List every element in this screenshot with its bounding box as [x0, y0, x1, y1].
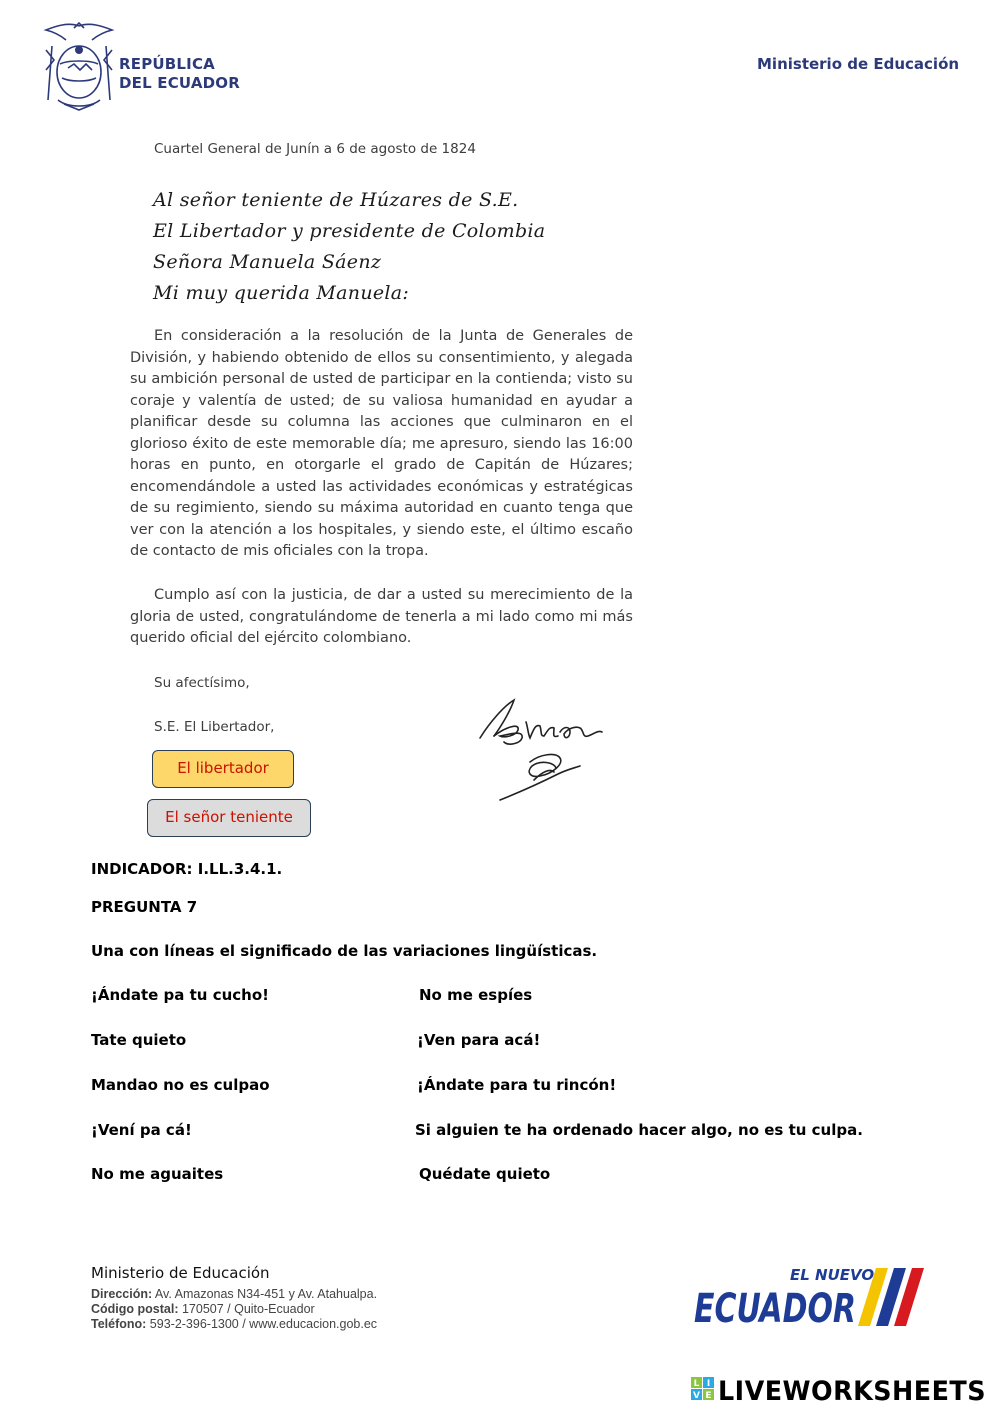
pair-left-1: ¡Ándate pa tu cucho!	[91, 986, 269, 1004]
liveworksheets-watermark	[690, 1374, 990, 1406]
salutation-line-3: Señora Manuela Sáenz	[153, 251, 382, 273]
badge-letter-i: I	[706, 1379, 711, 1389]
republic-title	[119, 55, 240, 93]
logo-top-text: EL NUEVO	[790, 1266, 875, 1284]
footer-address-value: Av. Amazonas N34-451 y Av. Atahualpa.	[152, 1287, 378, 1301]
question-number: PREGUNTA 7	[91, 898, 198, 916]
liveworksheets-text: LIVEWORKSHEETS	[718, 1376, 986, 1406]
coat-of-arms-logo	[38, 20, 120, 112]
republic-line-2: DEL ECUADOR	[119, 74, 241, 92]
pair-right-5: Quédate quieto	[419, 1165, 551, 1183]
badge-letter-e: E	[705, 1391, 712, 1401]
letter-closing: Su afectísimo,	[154, 675, 250, 691]
letter-date: Cuartel General de Junín a 6 de agosto de 1824	[154, 141, 476, 157]
pair-left-3: Mandao no es culpao	[91, 1076, 270, 1094]
badge-letter-l: L	[693, 1379, 700, 1389]
letter-signer: S.E. El Libertador,	[154, 719, 275, 735]
pair-right-2: ¡Ven para acá!	[417, 1031, 541, 1049]
indicator-label: INDICADOR: I.LL.3.4.1.	[91, 860, 283, 878]
pair-right-3: ¡Ándate para tu rincón!	[417, 1076, 617, 1094]
footer-phone-value: 593-2-396-1300 / www.educacion.gob.ec	[146, 1317, 378, 1331]
footer-postal-label: Código postal:	[91, 1302, 179, 1316]
pair-left-5: No me aguaites	[91, 1165, 224, 1183]
salutation-line-1: Al señor teniente de Húzares de S.E.	[153, 189, 519, 211]
footer-phone	[91, 1317, 377, 1331]
logo-main-text: ECUADOR	[694, 1286, 856, 1332]
pair-left-2: Tate quieto	[91, 1031, 187, 1049]
republic-line-1: REPÚBLICA	[119, 55, 215, 73]
question-instruction: Una con líneas el significado de las variaciones lingüísticas.	[91, 942, 598, 960]
letter-paragraph-2: Cumplo así con la justicia, de dar a usted su merecimiento de la gloria de usted, congratulándome de tenerla a mi lado como mi más querido oficial del ejército colombiano.	[130, 587, 633, 646]
salutation-line-2: El Libertador y presidente de Colombia	[153, 220, 546, 242]
footer-phone-label: Teléfono:	[91, 1317, 147, 1331]
pair-left-4: ¡Vení pa cá!	[91, 1121, 192, 1139]
footer-postal	[91, 1302, 315, 1316]
footer-address-label: Dirección:	[91, 1287, 153, 1301]
footer-ministry: Ministerio de Educación	[91, 1264, 270, 1282]
answer-option-el-libertador[interactable]: El libertador	[152, 750, 294, 788]
ministry-header: Ministerio de Educación	[757, 55, 960, 73]
footer-postal-value: 170507 / Quito-Ecuador	[178, 1302, 315, 1316]
footer-address	[91, 1287, 377, 1301]
live-badge-icon	[691, 1377, 714, 1401]
badge-letter-v: V	[693, 1391, 700, 1401]
signature-image	[470, 692, 620, 810]
answer-option-el-senor-teniente[interactable]: El señor teniente	[147, 799, 311, 837]
pair-right-1: No me espíes	[419, 986, 533, 1004]
salutation-line-4: Mi muy querida Manuela:	[153, 282, 410, 304]
el-nuevo-ecuador-logo	[690, 1262, 940, 1332]
pair-right-4: Si alguien te ha ordenado hacer algo, no es tu culpa.	[415, 1121, 863, 1139]
letter-paragraph-1: En consideración a la resolución de la Junta de Generales de División, y habiendo obtenido de ellos su consentimiento, y alegada su ambición personal de usted de participar en la contienda; visto su coraje y valentía de usted; de su valiosa humanidad en ayudar a planificar desde su columna las acciones que culminaron en el glorioso éxito de este memorable día; me apresuro, siendo las 16:00 horas en punto, en otorgarle el grado de Capitán de Húzares; encomendándole a usted las actividades económicas y estratégicas de su regimiento, siendo su máxima autoridad en cuanto tenga que ver con la atención a los hospitales, y siendo este, el último escaño de contacto de mis oficiales con la tropa.	[130, 328, 633, 559]
